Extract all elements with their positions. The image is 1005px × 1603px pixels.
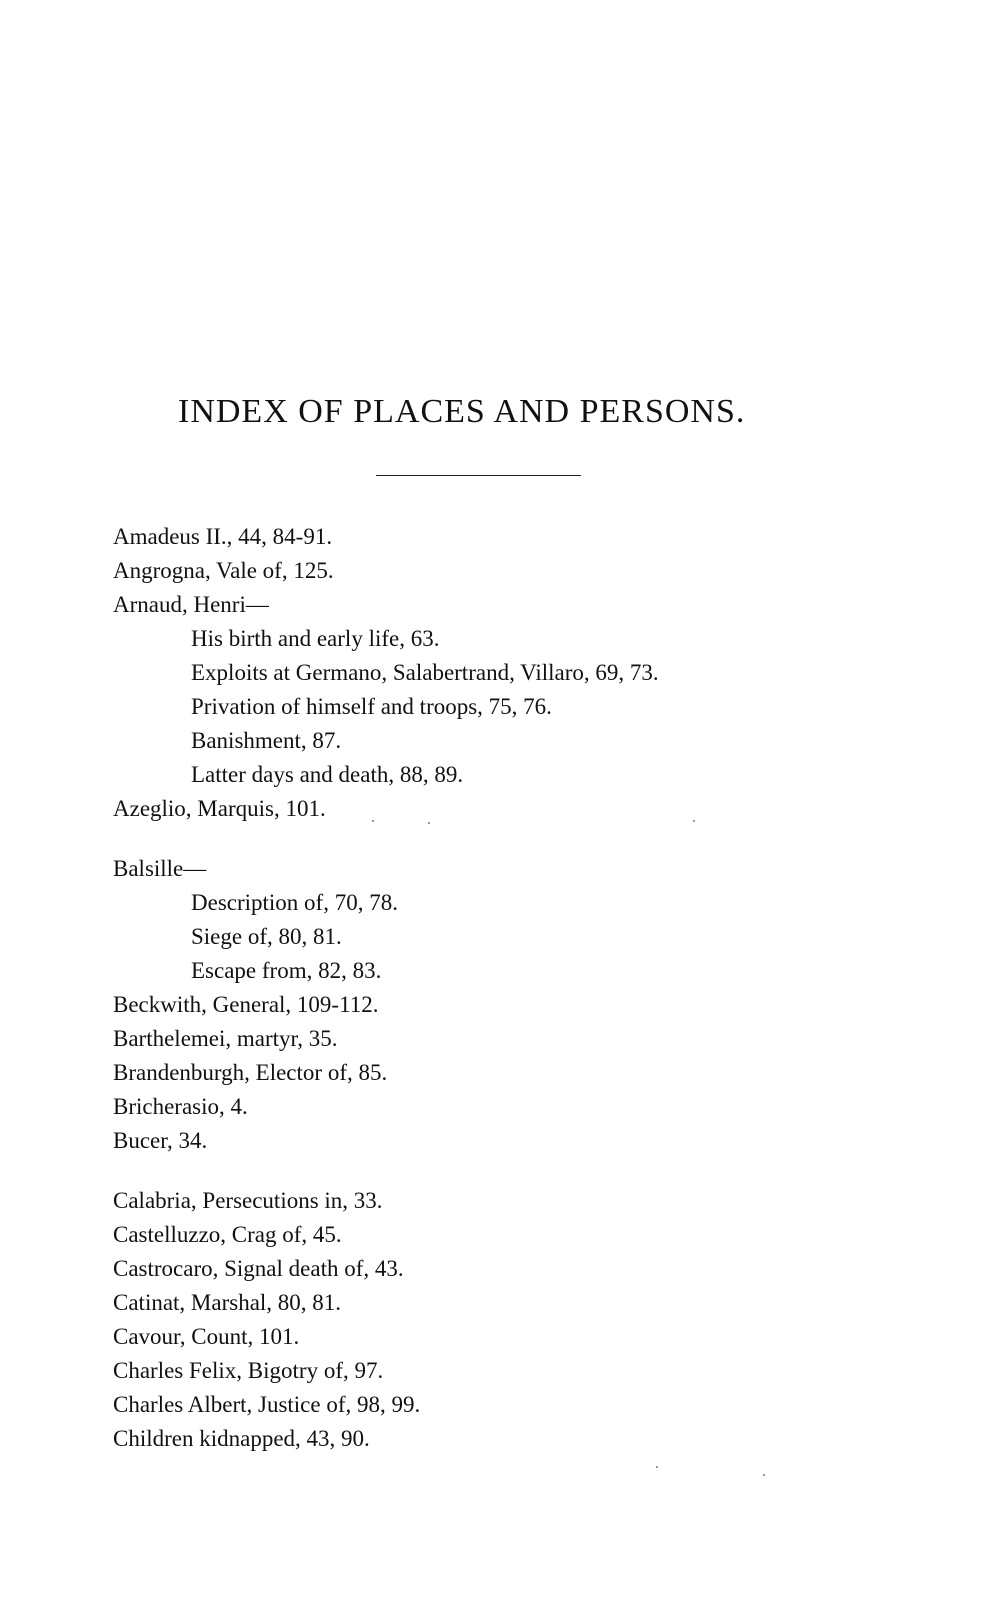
index-letter-group: [113, 852, 659, 1158]
scan-speck: [428, 822, 430, 824]
index-entry: Charles Felix, Bigotry of, 97.: [113, 1358, 384, 1383]
index-letter-group: [113, 520, 659, 826]
index-entry: Children kidnapped, 43, 90.: [113, 1426, 370, 1451]
index-entry: Amadeus II., 44, 84-91.: [113, 524, 333, 549]
index-subentry: Exploits at Germano, Salabertrand, Villaro, 69, 73.: [191, 660, 659, 685]
index-list: [113, 520, 659, 1456]
index-subentry: Banishment, 87.: [191, 728, 342, 753]
index-entry: Balsille—: [113, 856, 207, 881]
index-entry: Bricherasio, 4.: [113, 1094, 248, 1119]
index-entry: Calabria, Persecutions in, 33.: [113, 1188, 383, 1213]
index-entry: Barthelemei, martyr, 35.: [113, 1026, 338, 1051]
scan-speck: [656, 1466, 658, 1468]
index-entry: Catinat, Marshal, 80, 81.: [113, 1290, 342, 1315]
group-spacer: [113, 1158, 659, 1184]
index-entry: Cavour, Count, 101.: [113, 1324, 300, 1349]
scan-speck: [763, 1474, 765, 1476]
index-subentry: Description of, 70, 78.: [191, 890, 398, 915]
index-subentry: Latter days and death, 88, 89.: [191, 762, 464, 787]
index-entry: Bucer, 34.: [113, 1128, 208, 1153]
index-subentry: Privation of himself and troops, 75, 76.: [191, 694, 552, 719]
index-subentry: Escape from, 82, 83.: [191, 958, 382, 983]
index-entry: Azeglio, Marquis, 101.: [113, 796, 326, 821]
scan-speck: [372, 820, 374, 822]
group-spacer: [113, 826, 659, 852]
index-entry: Angrogna, Vale of, 125.: [113, 558, 334, 583]
title-divider: [376, 475, 581, 476]
index-subentry: His birth and early life, 63.: [191, 626, 440, 651]
index-entry: Castelluzzo, Crag of, 45.: [113, 1222, 342, 1247]
page-title: INDEX OF PLACES AND PERSONS.: [178, 393, 746, 430]
scan-speck: [693, 820, 695, 822]
index-letter-group: [113, 1184, 659, 1456]
index-entry: Arnaud, Henri—: [113, 592, 269, 617]
index-entry: Charles Albert, Justice of, 98, 99.: [113, 1392, 421, 1417]
index-entry: Castrocaro, Signal death of, 43.: [113, 1256, 404, 1281]
index-subentry: Siege of, 80, 81.: [191, 924, 342, 949]
index-entry: Beckwith, General, 109-112.: [113, 992, 379, 1017]
index-entry: Brandenburgh, Elector of, 85.: [113, 1060, 388, 1085]
